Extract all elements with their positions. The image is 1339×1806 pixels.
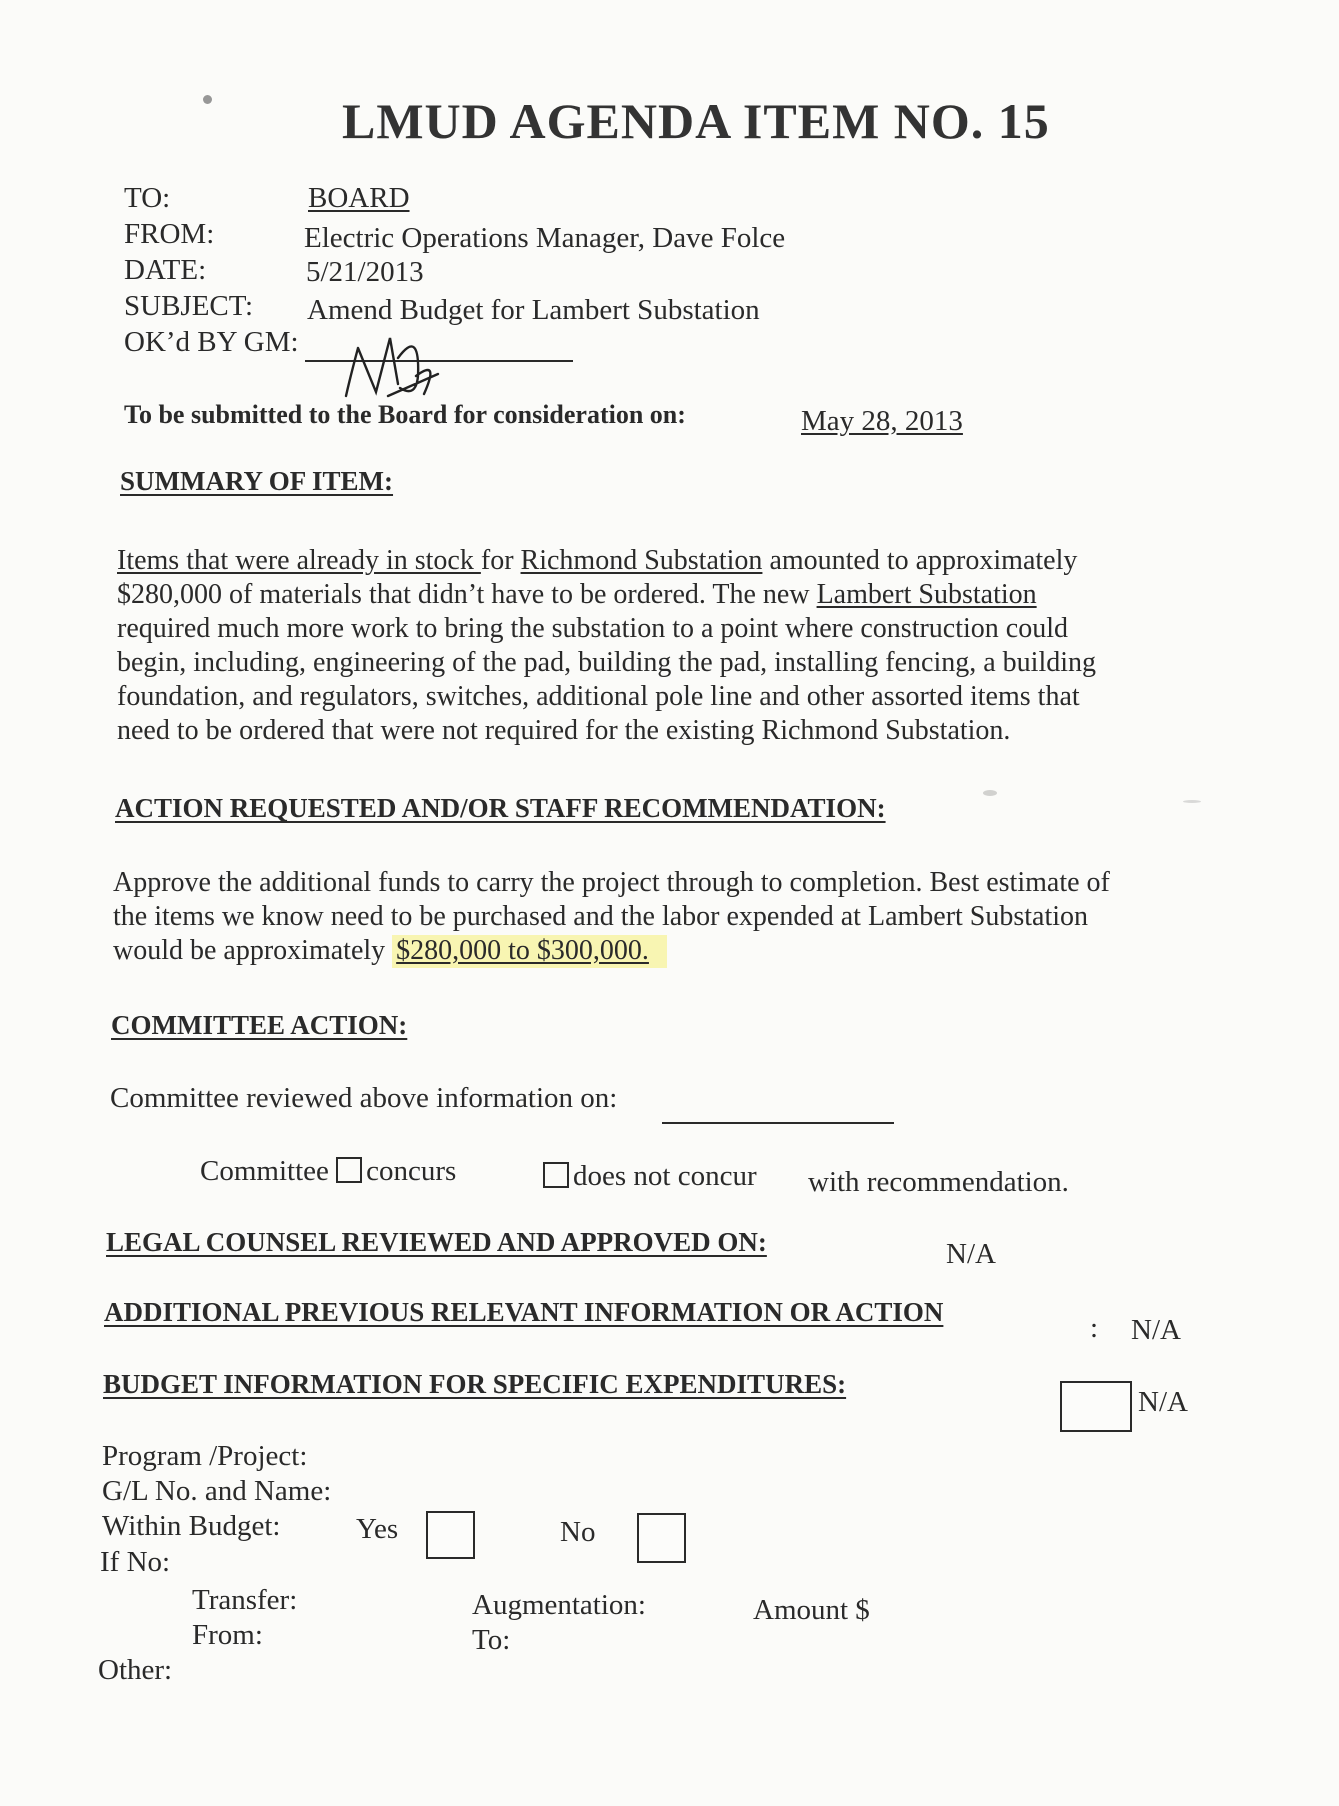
additional-value: N/A xyxy=(1131,1314,1181,1346)
budget-na-label: N/A xyxy=(1138,1386,1188,1418)
highlighted-amount: $280,000 to $300,000. xyxy=(392,935,667,968)
with-recommendation: with recommendation. xyxy=(808,1166,1069,1198)
subject-value: Amend Budget for Lambert Substation xyxy=(307,294,760,326)
to-value: BOARD xyxy=(308,182,410,214)
within-budget-no-label: No xyxy=(560,1516,596,1548)
summary-richmond: Richmond Substation xyxy=(520,545,763,576)
subject-label: SUBJECT: xyxy=(124,290,254,322)
other-label: Other: xyxy=(98,1654,173,1686)
okd-by-gm-label: OK’d BY GM: xyxy=(124,326,299,358)
summary-in-stock: Items that were already in stock xyxy=(117,545,481,576)
gm-signature xyxy=(328,318,468,408)
legal-heading: LEGAL COUNSEL REVIEWED AND APPROVED ON: xyxy=(106,1227,767,1257)
action-paragraph xyxy=(113,866,1110,968)
transfer-label: Transfer: xyxy=(192,1584,298,1616)
committee-concurs-row xyxy=(200,1155,456,1188)
submitted-label: To be submitted to the Board for consideration on: xyxy=(124,400,686,429)
within-budget-yes-label: Yes xyxy=(356,1513,399,1545)
from-label: FROM: xyxy=(124,218,215,250)
scan-speck xyxy=(983,790,997,796)
augmentation-label: Augmentation: xyxy=(472,1589,646,1621)
additional-colon: : xyxy=(1090,1312,1099,1344)
from-value: Electric Operations Manager, Dave Folce xyxy=(304,222,786,254)
budget-na-checkbox[interactable] xyxy=(1060,1381,1132,1432)
summary-lambert: Lambert Substation xyxy=(816,579,1037,610)
date-value: 5/21/2013 xyxy=(306,256,424,288)
summary-paragraph xyxy=(117,544,1096,748)
gl-label: G/L No. and Name: xyxy=(102,1475,332,1507)
action-line3-start: would be approximately xyxy=(113,935,393,966)
additional-heading: ADDITIONAL PREVIOUS RELEVANT INFORMATION OR ACTION xyxy=(104,1297,944,1327)
scan-speck xyxy=(1183,800,1201,803)
committee-heading: COMMITTEE ACTION: xyxy=(111,1010,408,1040)
action-line-1: Approve the additional funds to carry the project through to completion. Best estimate of xyxy=(113,867,1110,898)
within-budget-yes-checkbox[interactable] xyxy=(426,1511,475,1559)
if-no-label: If No: xyxy=(100,1546,171,1578)
augmentation-to-label: To: xyxy=(472,1624,511,1656)
concurs-label: concurs xyxy=(366,1155,457,1187)
committee-word: Committee xyxy=(200,1155,329,1187)
summary-line-3: required much more work to bring the substation to a point where construction could xyxy=(117,613,1069,644)
summary-line-2 xyxy=(117,578,1096,612)
summary-line-4: begin, including, engineering of the pad, building the pad, installing fencing, a building xyxy=(117,647,1097,678)
scan-speck xyxy=(203,95,212,104)
summary-heading: SUMMARY OF ITEM: xyxy=(120,466,394,496)
within-budget-no-checkbox[interactable] xyxy=(637,1513,686,1563)
concurs-checkbox[interactable] xyxy=(336,1157,362,1183)
within-budget-label: Within Budget: xyxy=(102,1510,281,1542)
summary-line-5: foundation, and regulators, switches, additional pole line and other assorted items that xyxy=(117,681,1080,712)
summary-line1-end: amounted to approximately xyxy=(762,545,1078,576)
program-label: Program /Project: xyxy=(102,1440,308,1472)
summary-line-6: need to be ordered that were not required for the existing Richmond Substation. xyxy=(117,715,1011,746)
does-not-concur-label: does not concur xyxy=(573,1160,757,1192)
does-not-concur-row xyxy=(543,1160,757,1193)
does-not-concur-checkbox[interactable] xyxy=(543,1162,569,1188)
budget-heading: BUDGET INFORMATION FOR SPECIFIC EXPENDITURES: xyxy=(103,1369,847,1399)
action-heading: ACTION REQUESTED AND/OR STAFF RECOMMENDATION: xyxy=(115,793,886,823)
summary-for: for xyxy=(480,545,521,576)
committee-date-line xyxy=(662,1122,894,1124)
amount-label: Amount $ xyxy=(753,1594,870,1626)
committee-reviewed-label: Committee reviewed above information on: xyxy=(110,1082,618,1114)
legal-value: N/A xyxy=(946,1238,996,1270)
transfer-from-label: From: xyxy=(192,1619,263,1651)
to-label: TO: xyxy=(124,182,171,214)
submitted-date: May 28, 2013 xyxy=(801,405,963,437)
summary-line2-start: $280,000 of materials that didn’t have to be ordered. The new xyxy=(117,579,817,610)
action-line-2: the items we know need to be purchased and the labor expended at Lambert Substation xyxy=(113,901,1089,932)
summary-line-1 xyxy=(117,544,1096,578)
date-label: DATE: xyxy=(124,254,207,286)
action-line-3 xyxy=(113,934,1110,968)
page-title: LMUD AGENDA ITEM NO. 15 xyxy=(342,93,1050,149)
